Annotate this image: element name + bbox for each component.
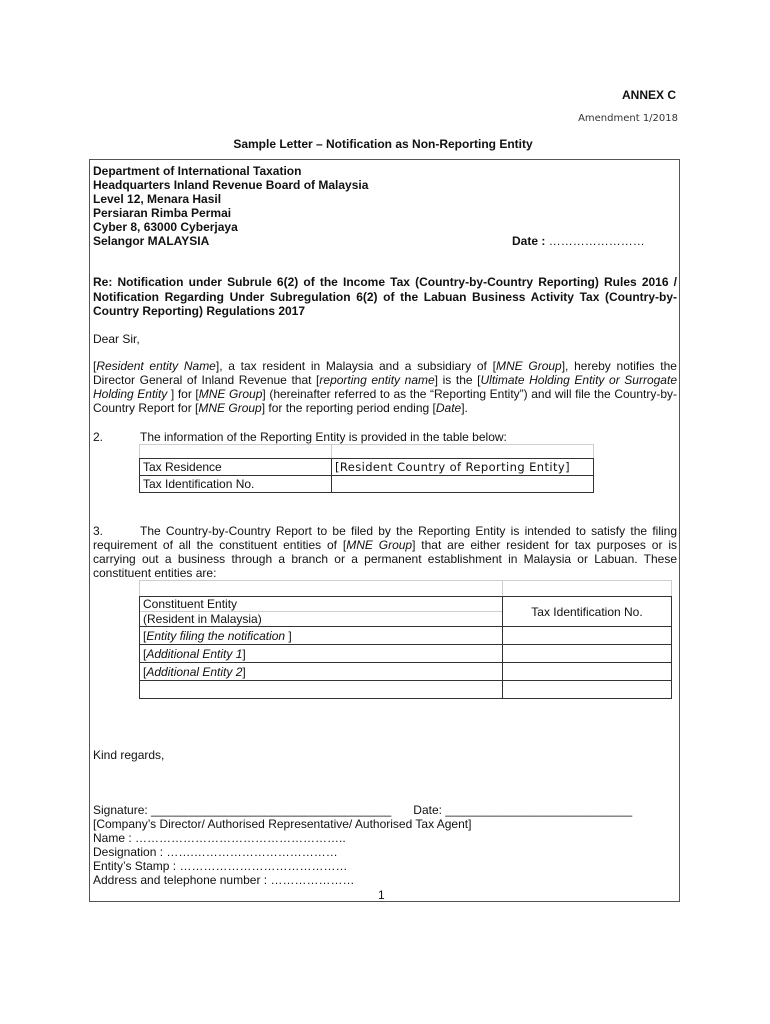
entity-name: Additional Entity 2 <box>146 664 243 679</box>
para-text: The information of the Reporting Entity is provided in the table below: <box>140 430 507 444</box>
para-text: The Country-by-Country Report to be filed by the Reporting Entity is intended to satisfy the filing requirement of all the constituent entities of [ <box>93 524 677 552</box>
address-line: Persiaran Rimba Permai <box>93 206 232 220</box>
para-text: [ <box>93 359 97 373</box>
table-header-cell <box>140 597 503 627</box>
table-label-cell: Tax Identification No. <box>140 476 332 493</box>
bracket: [ <box>143 664 147 679</box>
address-line: Headquarters Inland Revenue Board of Malaysia <box>93 178 369 192</box>
header-line: (Resident in Malaysia) <box>140 611 502 626</box>
entity-name: Additional Entity 1 <box>146 646 243 661</box>
bracket: ] <box>242 664 246 679</box>
designation-field[interactable]: Designation : …….……………………………… <box>93 845 338 859</box>
para-text: ], hereby notifies the Director General of Inland Revenue that [ <box>93 359 677 387</box>
bracket: [ <box>143 646 147 661</box>
table-header-row <box>140 597 672 627</box>
closing: Kind regards, <box>93 748 165 762</box>
table-row <box>140 681 672 699</box>
header-line: Constituent Entity <box>143 597 238 611</box>
table-row <box>140 627 672 645</box>
placeholder-text: MNE Group <box>198 387 263 401</box>
letter-title: Sample Letter – Notification as Non-Reporting Entity <box>233 137 533 151</box>
bracket: ] <box>285 628 292 643</box>
signature-field[interactable]: Signature: ____________________________________ <box>93 803 392 817</box>
table-value-cell[interactable] <box>332 476 594 493</box>
para-text: ]. <box>461 401 468 415</box>
entity-cell[interactable] <box>140 627 503 645</box>
date-placeholder: …………………… <box>548 234 645 248</box>
paragraph-1 <box>93 359 677 415</box>
signature-block <box>93 803 632 887</box>
tin-cell[interactable] <box>503 681 672 699</box>
entity-cell[interactable] <box>140 645 503 663</box>
para-text: ] that are either resident for tax purposes or is carrying out a business through a branch or a permanent establishment in Malaysia or Labuan. These constituent entities are: <box>93 538 678 580</box>
entity-cell[interactable] <box>140 681 503 699</box>
annex-label: ANNEX C <box>621 88 676 102</box>
table-header-cell: Tax Identification No. <box>503 597 672 627</box>
paragraph-3 <box>93 524 677 580</box>
para-number: 3. <box>93 524 104 538</box>
recipient-address <box>93 164 368 248</box>
paragraph-2 <box>93 430 507 444</box>
tin-cell[interactable] <box>503 645 672 663</box>
table-value-cell[interactable]: [Resident Country of Reporting Entity] <box>332 459 594 476</box>
placeholder-text: Date <box>435 401 462 415</box>
entity-cell[interactable] <box>140 663 503 681</box>
page-number: 1 <box>378 888 385 902</box>
signature-date-field[interactable]: Date: ____________________________ <box>413 803 633 817</box>
name-field[interactable]: Name : …………………………………………….. <box>93 831 346 845</box>
signature-row <box>93 803 632 817</box>
stamp-field[interactable]: Entity’s Stamp : …………………………………… <box>93 859 348 873</box>
placeholder-text: MNE Group <box>495 359 562 373</box>
date-label: Date : <box>512 234 549 248</box>
letter-date <box>512 234 645 248</box>
table-spacer-row <box>140 445 594 459</box>
salutation: Dear Sir, <box>93 332 140 346</box>
table-row <box>140 663 672 681</box>
address-line: Department of International Taxation <box>93 164 302 178</box>
para-number: 2. <box>93 430 104 444</box>
signatory-role: [Company’s Director/ Authorised Representative/ Authorised Tax Agent] <box>93 817 472 831</box>
subject-line: Re: Notification under Subrule 6(2) of the Income Tax (Country-by-Country Reporting) Rules 2016 / Notification Regarding Under Subregulation 6(2) of the Labuan Business Activity Tax (Country-by-Country Reporting) Regulations 2017 <box>93 275 677 318</box>
table-row <box>140 645 672 663</box>
tin-cell[interactable] <box>503 663 672 681</box>
table-spacer-row <box>140 581 672 597</box>
placeholder-text: MNE Group <box>198 401 262 415</box>
placeholder-text: Resident entity Name <box>96 359 216 373</box>
para-text: ], a tax resident in Malaysia and a subsidiary of [ <box>215 359 496 373</box>
bracket: [ <box>143 628 147 643</box>
tin-cell[interactable] <box>503 627 672 645</box>
entity-name: Entity filing the notification <box>146 628 286 643</box>
table-row <box>140 459 594 476</box>
address-line: Cyber 8, 63000 Cyberjaya <box>93 220 238 234</box>
address-line: Level 12, Menara Hasil <box>93 192 222 206</box>
placeholder-text: Ultimate Holding Entity or Surrogate Holding Entity <box>93 373 677 401</box>
table-row <box>140 476 594 493</box>
para-text: ] for [ <box>167 387 199 401</box>
placeholder-text: MNE Group <box>346 538 413 552</box>
placeholder-text: reporting entity name <box>319 373 435 387</box>
table-label-cell: Tax Residence <box>140 459 332 476</box>
address-line: Selangor MALAYSIA <box>93 234 210 248</box>
constituent-entities-table <box>139 580 672 699</box>
address-phone-field[interactable]: Address and telephone number : ………………… <box>93 873 355 887</box>
amendment-label: Amendment 1/2018 <box>578 113 678 124</box>
bracket: ] <box>242 646 246 661</box>
para-text: ] (hereinafter referred to as the “Reporting Entity”) and will file the Country-by-Country Report for [ <box>93 387 677 415</box>
para-text: ] for the reporting period ending [ <box>261 401 436 415</box>
para-text: ] is the [ <box>434 373 481 387</box>
reporting-entity-table <box>139 444 594 493</box>
